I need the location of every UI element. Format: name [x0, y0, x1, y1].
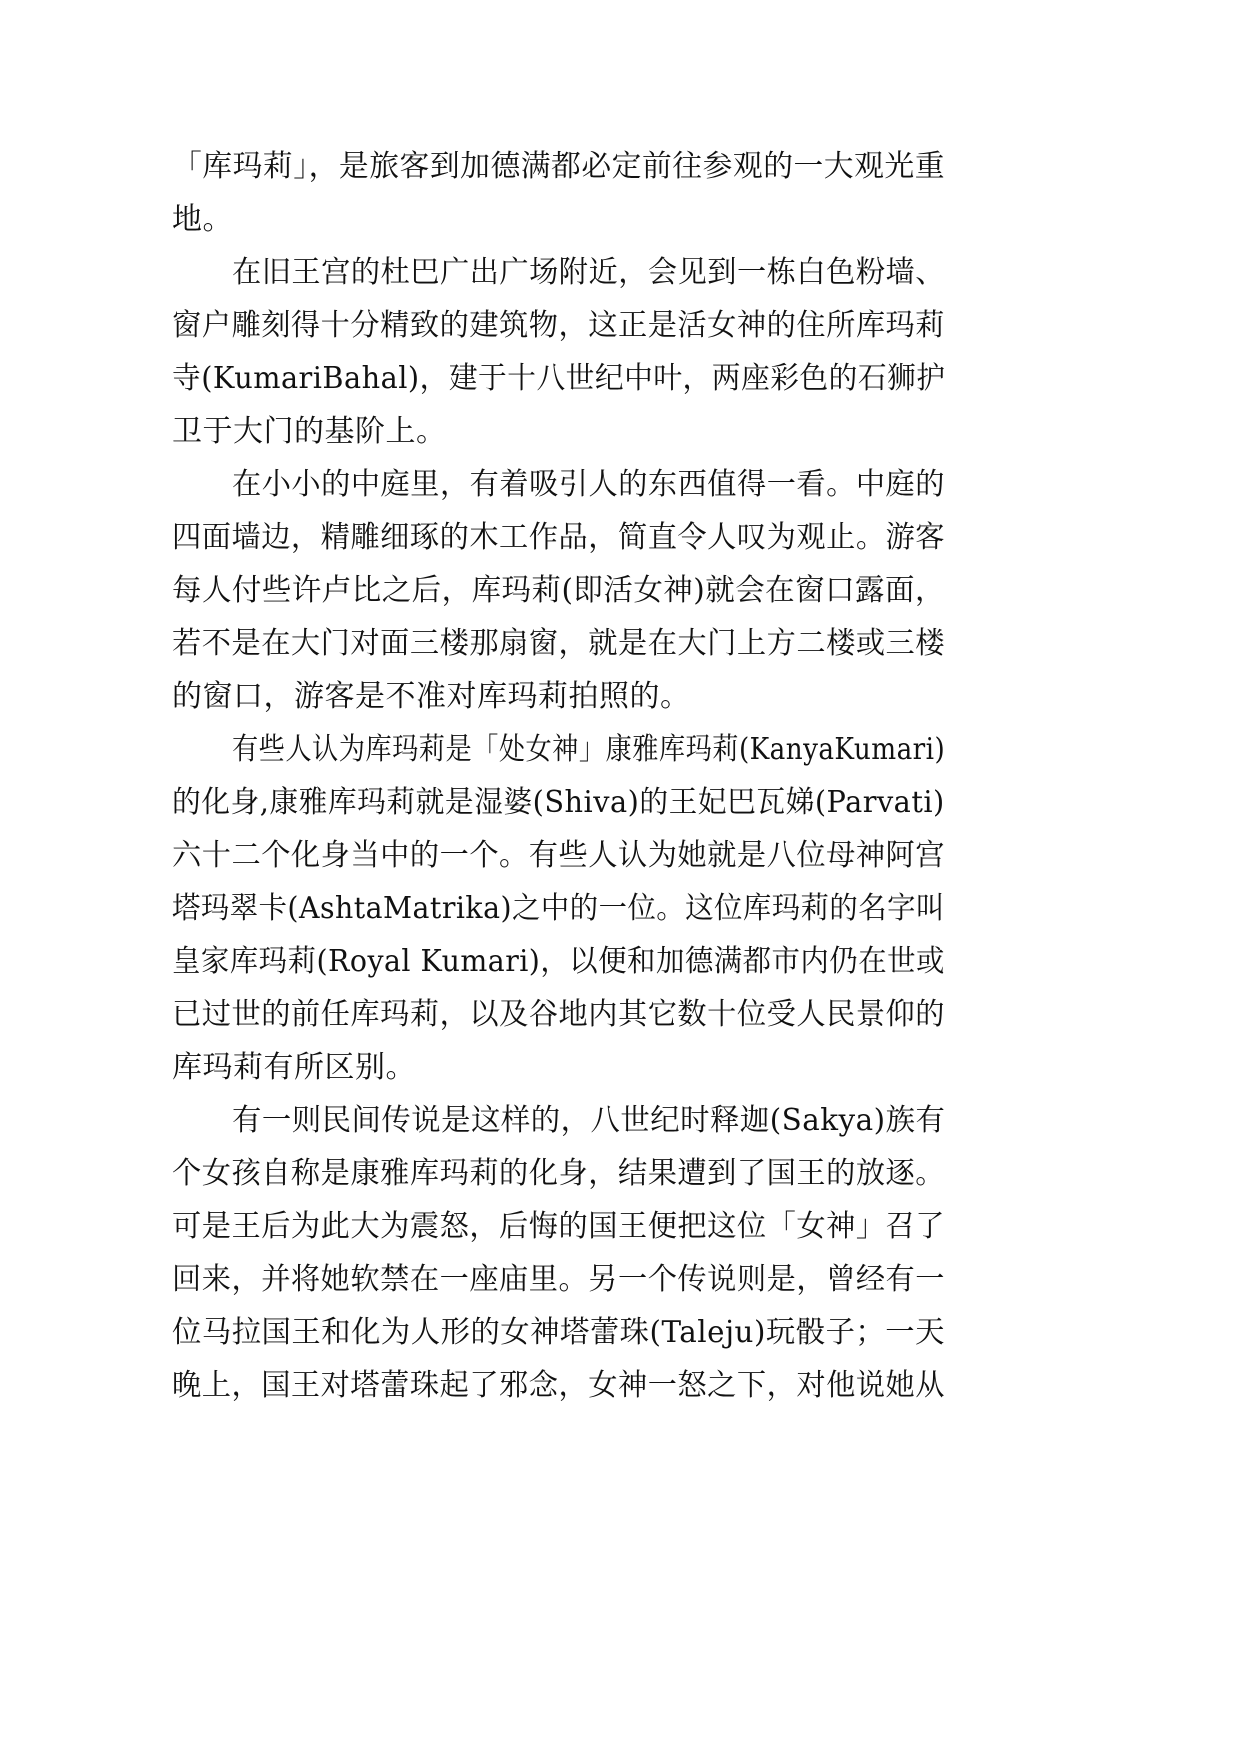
text-line: 位马拉国王和化为人形的女神塔蕾珠(Taleju)玩骰子；一天 — [172, 1315, 945, 1350]
text-line: 库玛莉有所区别。 — [172, 1050, 416, 1085]
text-line: 六十二个化身当中的一个。有些人认为她就是八位母神阿宫 — [172, 838, 946, 873]
text-line: 可是王后为此大为震怒，后悔的国王便把这位「女神」召了 — [172, 1209, 946, 1244]
text-line: 晚上，国王对塔蕾珠起了邪念，女神一怒之下，对他说她从 — [172, 1368, 946, 1403]
text-line: 回来，并将她软禁在一座庙里。另一个传说则是，曾经有一 — [172, 1262, 946, 1297]
text-line: 「库玛莉」，是旅客到加德满都必定前往参观的一大观光重 — [172, 149, 946, 184]
text-line: 在小小的中庭里，有着吸引人的东西值得一看。中庭的 — [232, 467, 945, 502]
text-line: 有些人认为库玛莉是「处女神」康雅库玛莉(KanyaKumari) — [232, 732, 946, 767]
text-line: 已过世的前任库玛莉，以及谷地内其它数十位受人民景仰的 — [172, 997, 946, 1032]
text-line: 的化身,康雅库玛莉就是湿婆(Shiva)的王妃巴瓦娣(Parvati) — [172, 785, 945, 820]
text-line: 皇家库玛莉(Royal Kumari)，以便和加德满都市内仍在世或 — [172, 944, 945, 979]
text-line: 塔玛翠卡(AshtaMatrika)之中的一位。这位库玛莉的名字叫 — [172, 891, 945, 926]
text-line: 在旧王宫的杜巴广出广场附近，会见到一栋白色粉墙、 — [232, 255, 945, 290]
text-line: 四面墙边，精雕细琢的木工作品，简直令人叹为观止。游客 — [172, 520, 946, 555]
text-line: 个女孩自称是康雅库玛莉的化身，结果遭到了国王的放逐。 — [172, 1156, 946, 1191]
text-line: 每人付些许卢比之后，库玛莉(即活女神)就会在窗口露面， — [172, 573, 945, 608]
text-line: 寺(KumariBahal)，建于十八世纪中叶，两座彩色的石狮护 — [172, 361, 946, 396]
text-line: 窗户雕刻得十分精致的建筑物，这正是活女神的住所库玛莉 — [172, 308, 946, 343]
text-line: 地。 — [172, 202, 233, 237]
text-line: 的窗口，游客是不准对库玛莉拍照的。 — [172, 679, 691, 714]
text-line: 有一则民间传说是这样的，八世纪时释迦(Sakya)族有 — [232, 1103, 946, 1138]
text-line: 卫于大门的基阶上。 — [172, 414, 447, 449]
text-line: 若不是在大门对面三楼那扇窗，就是在大门上方二楼或三楼 — [172, 626, 946, 661]
